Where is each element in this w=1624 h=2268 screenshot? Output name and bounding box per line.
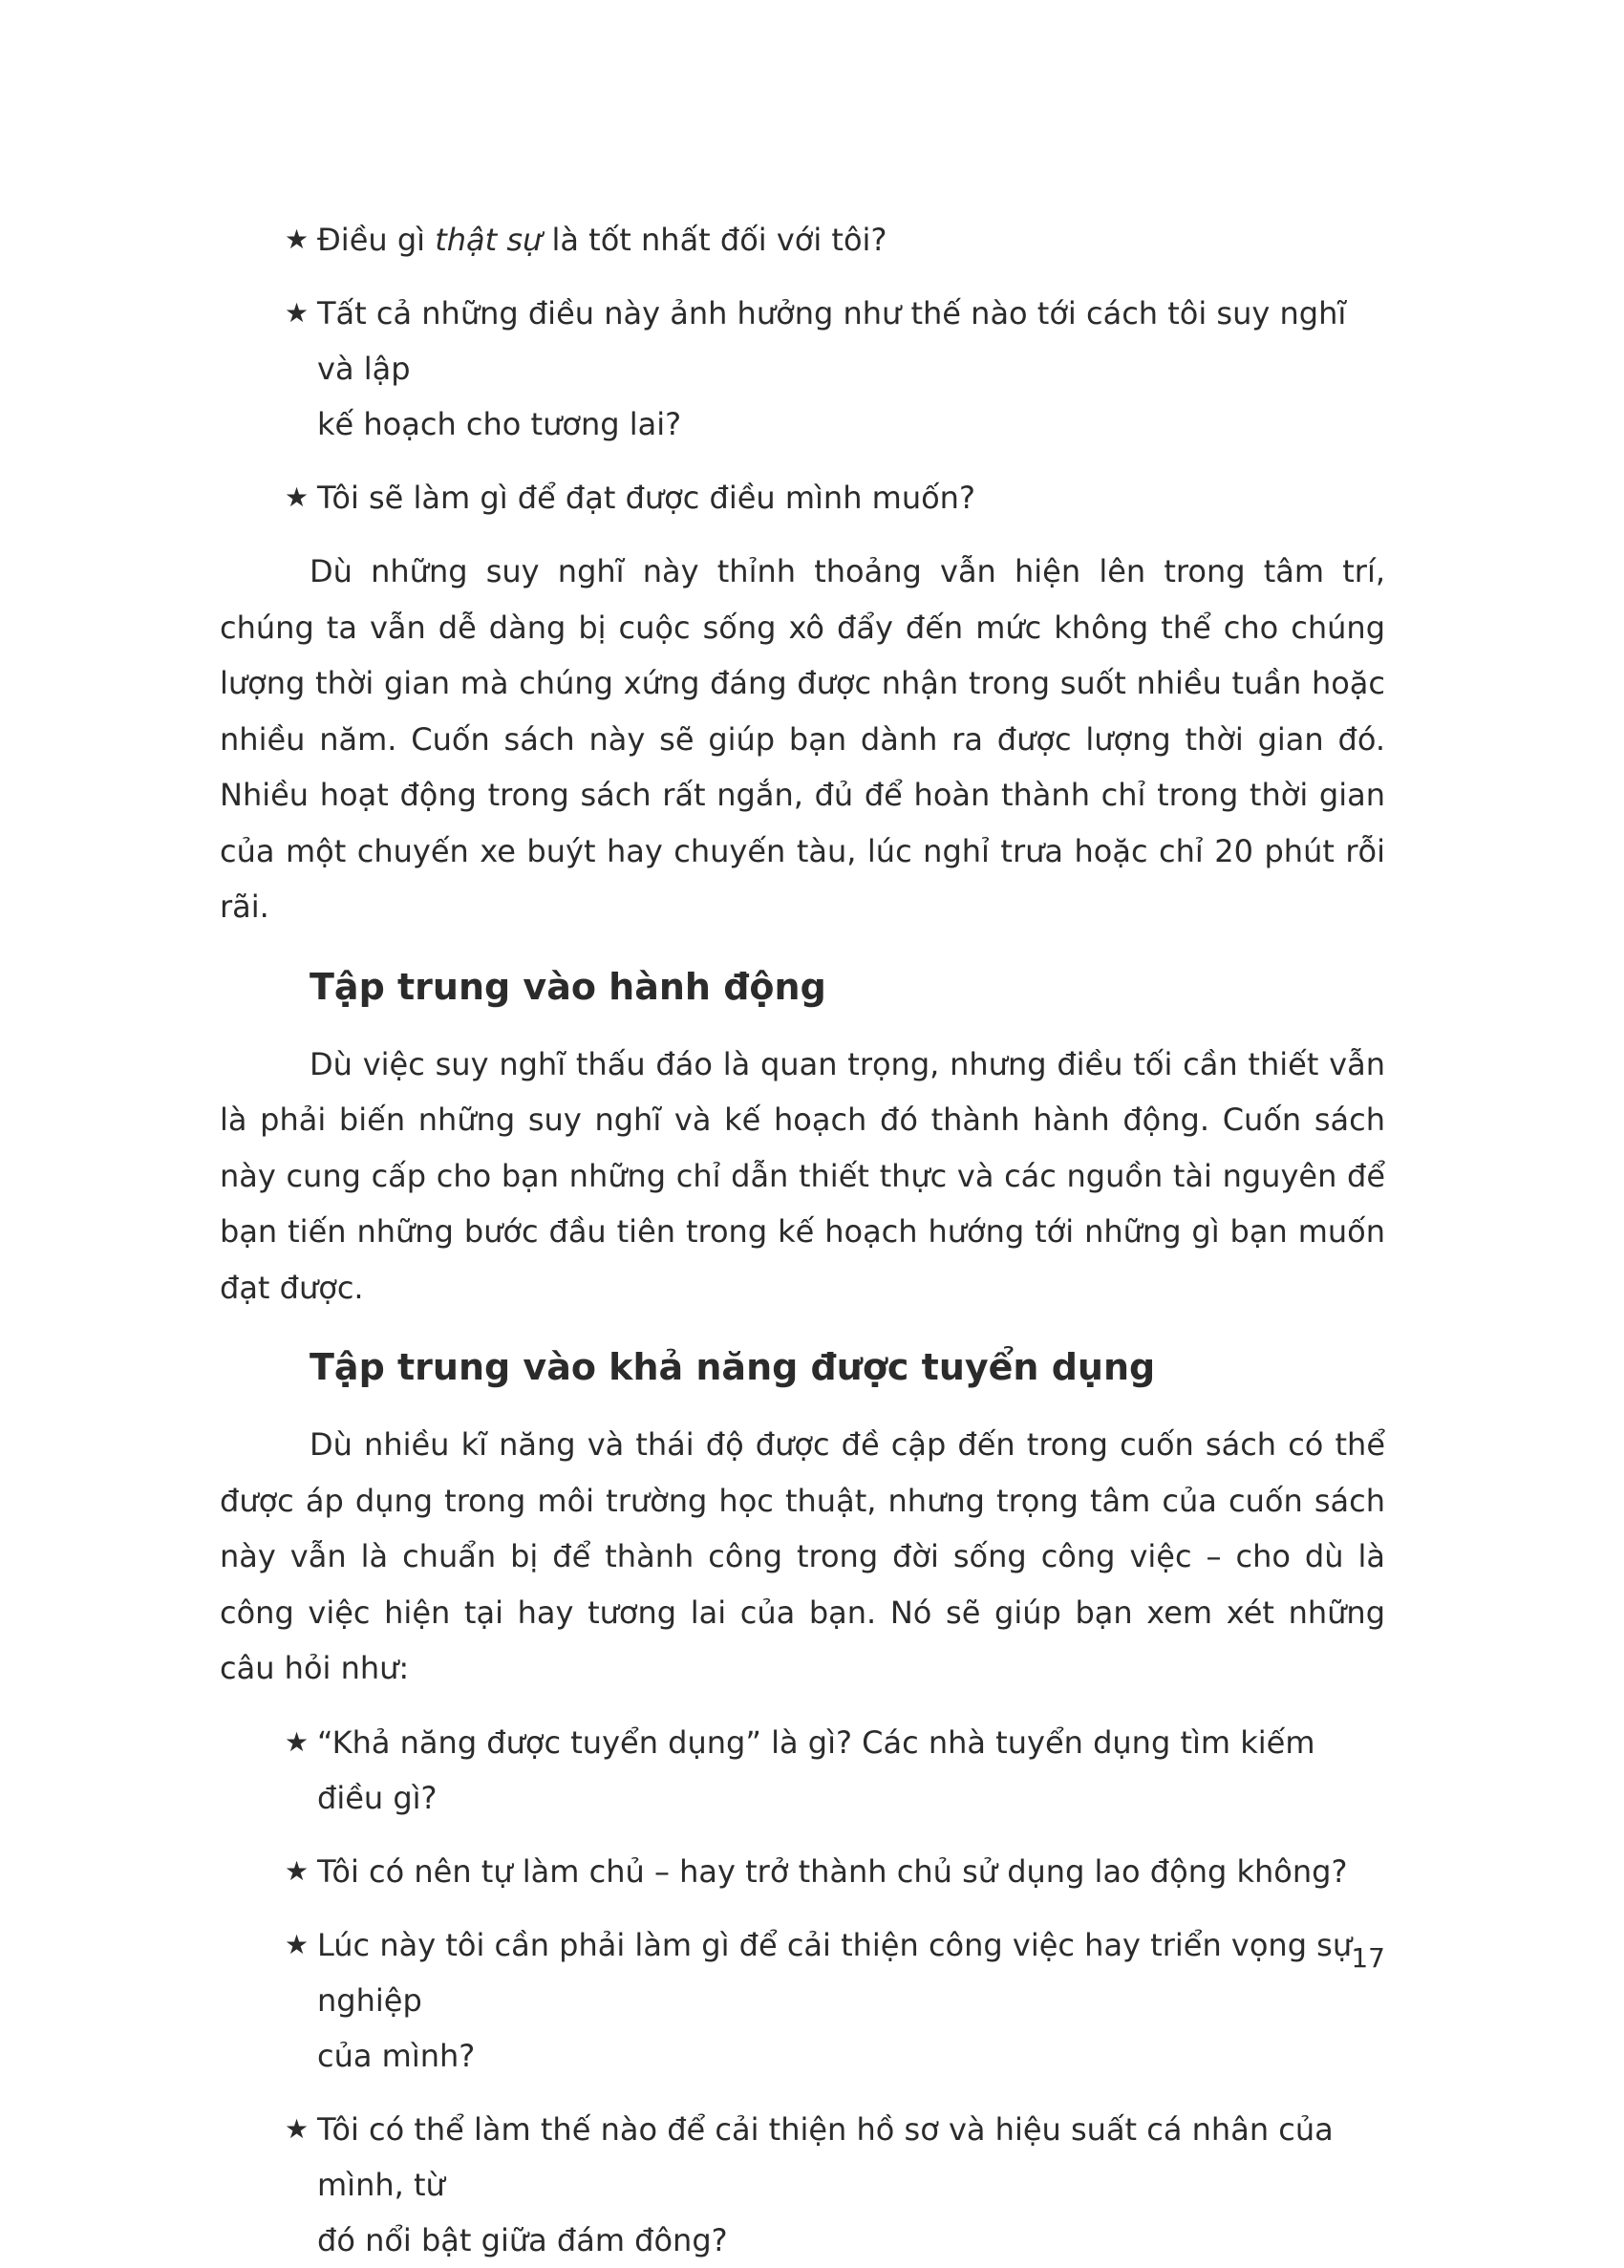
star-bullet-icon: ★	[285, 1725, 310, 1758]
bullet-item	[220, 286, 1385, 452]
bullet-text: Tôi sẽ làm gì để đạt được điều mình muốn?	[317, 480, 975, 516]
bullet-item	[220, 2102, 1385, 2268]
bullet-item	[220, 1844, 1385, 1899]
paragraph: Dù việc suy nghĩ thấu đáo là quan trọng, nhưng điều tối cần thiết vẫn là phải biến những suy nghĩ và kế hoạch đó thành hành động. Cuốn sách này cung cấp cho bạn những chỉ dẫn thiết thực và các nguồn tài nguyên để bạn tiến những bước đầu tiên trong kế hoạch hướng tới những gì bạn muốn đạt được.	[220, 1045, 1385, 1306]
star-bullet-icon: ★	[285, 1854, 310, 1887]
bullet-item	[220, 470, 1385, 525]
star-bullet-icon: ★	[285, 1928, 310, 1960]
bullet-item	[220, 1917, 1385, 2084]
bullet-text: “Khả năng được tuyển dụng” là gì? Các nhà tuyển dụng tìm kiếm điều gì?	[317, 1723, 1315, 1816]
bullet-text-pre: Điều gì	[317, 222, 436, 258]
bullet-text-line: Tất cả những điều này ảnh hưởng như thế nào tới cách tôi suy nghĩ và lập	[317, 295, 1347, 387]
bullet-text-line: Tôi có thể làm thế nào để cải thiện hồ sơ và hiệu suất cá nhân của mình, từ	[317, 2110, 1334, 2203]
bullet-text-line: của mình?	[317, 2037, 476, 2074]
section-heading: Tập trung vào khả năng được tuyển dụng	[310, 1346, 1156, 1388]
star-bullet-icon: ★	[285, 481, 310, 513]
bullet-item	[220, 1715, 1385, 1826]
bullet-text-line: kế hoạch cho tương lai?	[317, 406, 682, 442]
star-bullet-icon: ★	[285, 297, 310, 329]
section-heading: Tập trung vào hành động	[310, 965, 826, 1008]
bullet-item	[220, 212, 1385, 267]
paragraph: Dù những suy nghĩ này thỉnh thoảng vẫn hiện lên trong tâm trí, chúng ta vẫn dễ dàng bị cuộc sống xô đẩy đến mức không thể cho chúng lượng thời gian mà chúng xứng đáng được nhận trong suốt nhiều tuần hoặc nhiều năm. Cuốn sách này sẽ giúp bạn dành ra được lượng thời gian đó. Nhiều hoạt động trong sách rất ngắn, đủ để hoàn thành chỉ trong thời gian của một chuyến xe buýt hay chuyến tàu, lúc nghỉ trưa hoặc chỉ 20 phút rỗi rãi.	[220, 553, 1385, 925]
page-number: 17	[1351, 1942, 1385, 1974]
bullet-text: Tôi có nên tự làm chủ – hay trở thành chủ sử dụng lao động không?	[317, 1852, 1348, 1890]
bullet-text-line: đó nổi bật giữa đám đông?	[317, 2221, 728, 2258]
star-bullet-icon: ★	[285, 2112, 310, 2145]
bullet-text-line: Lúc này tôi cần phải làm gì để cải thiện công việc hay triển vọng sự nghiệp	[317, 1926, 1353, 2019]
bullet-text-post: là tốt nhất đối với tôi?	[542, 222, 887, 258]
bullet-text-emphasis: thật sự	[435, 222, 543, 258]
paragraph: Dù nhiều kĩ năng và thái độ được đề cập đến trong cuốn sách có thể được áp dụng trong môi trường học thuật, nhưng trọng tâm của cuốn sách này vẫn là chuẩn bị để thành công trong đời sống công việc – cho dù là công việc hiện tại hay tương lai của bạn. Nó sẽ giúp bạn xem xét những câu hỏi như:	[220, 1426, 1385, 1686]
star-bullet-icon: ★	[285, 224, 310, 255]
page-content	[220, 212, 1385, 2268]
